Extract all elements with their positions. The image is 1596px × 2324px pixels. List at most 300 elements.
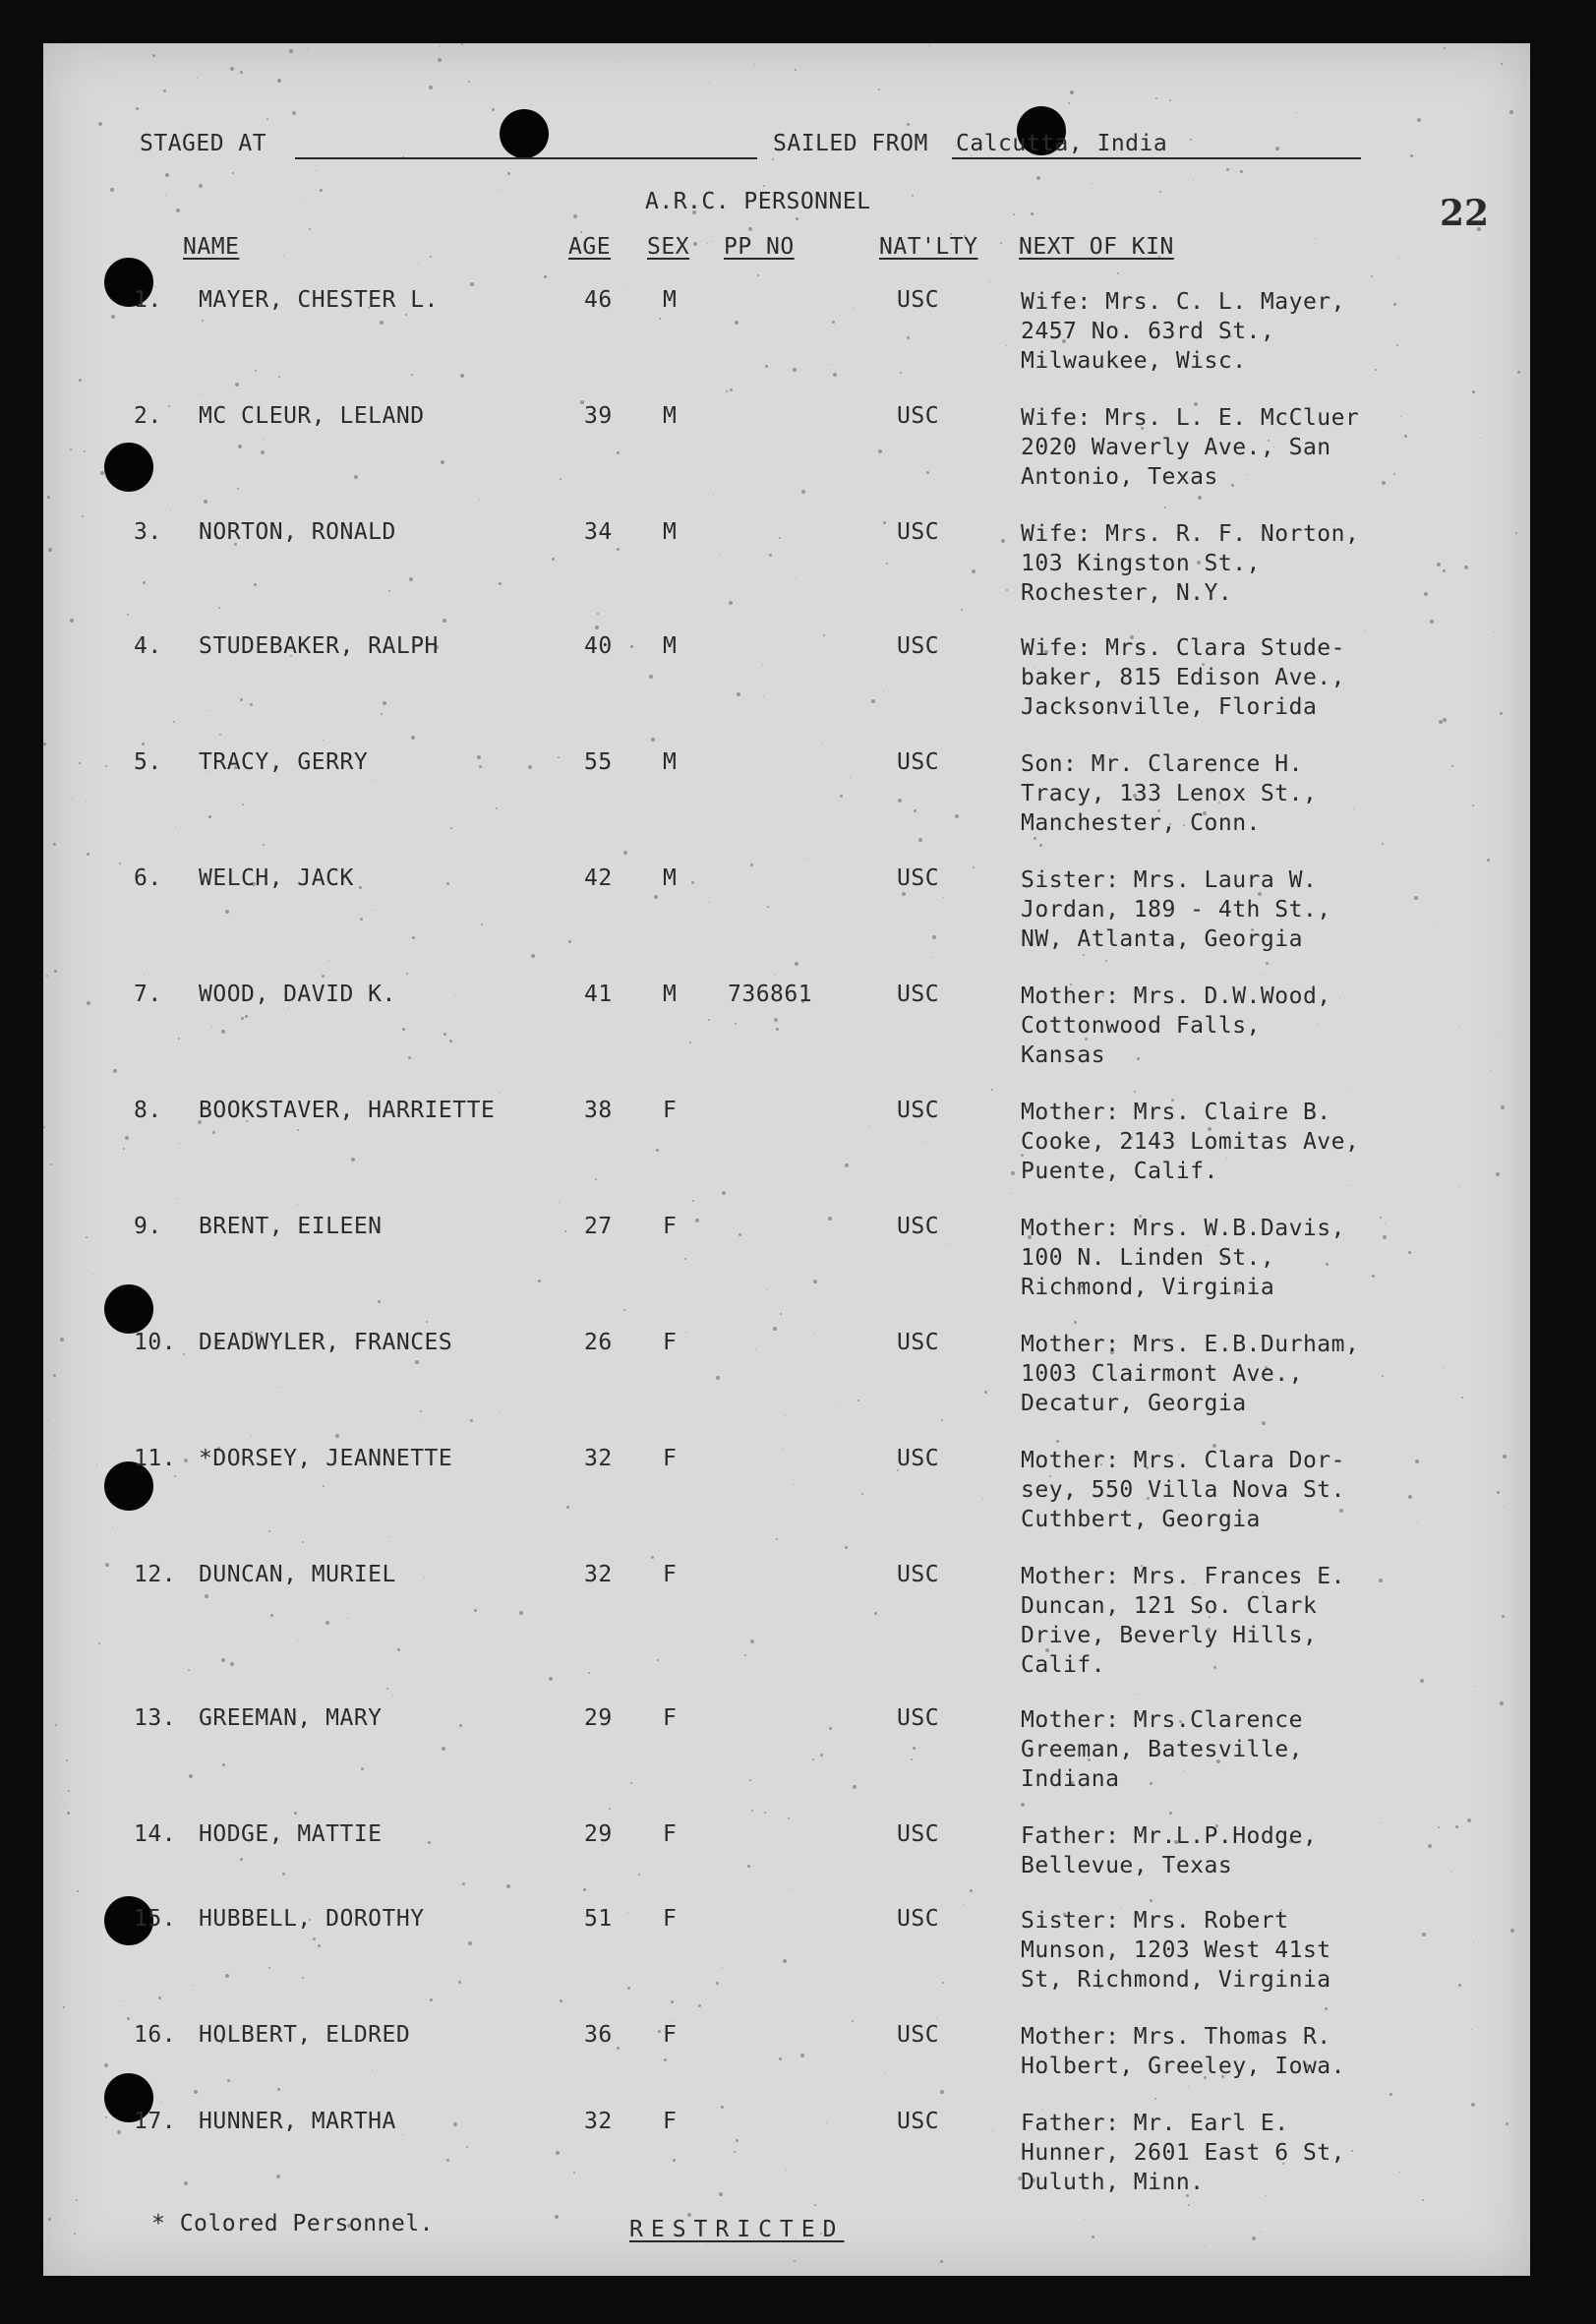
person-sex: F	[663, 2109, 678, 2134]
person-sex: M	[663, 982, 678, 1007]
person-sex: F	[663, 1906, 678, 1932]
person-age: 26	[584, 1330, 613, 1355]
row-number: 11.	[134, 1446, 177, 1471]
paper-speck	[1315, 238, 1316, 239]
paper-speck	[1056, 1440, 1059, 1443]
paper-speck	[461, 43, 463, 45]
paper-speck	[754, 64, 755, 65]
paper-speck	[878, 89, 880, 90]
next-of-kin-line: 103 Kingston St.,	[1021, 551, 1261, 576]
next-of-kin-line: Munson, 1203 West 41st	[1021, 1937, 1331, 1963]
col-header-next-of-kin: NEXT OF KIN	[1019, 234, 1174, 260]
next-of-kin-line: 2457 No. 63rd St.,	[1021, 319, 1275, 344]
paper-speck	[309, 228, 311, 230]
row-number: 5.	[134, 749, 162, 775]
section-title: A.R.C. PERSONNEL	[645, 189, 871, 214]
person-sex: F	[663, 1562, 678, 1587]
paper-speck	[772, 158, 774, 160]
col-header-sex: SEX	[647, 234, 690, 260]
person-age: 39	[584, 403, 613, 429]
row-number: 2.	[134, 403, 162, 429]
row-number: 1.	[134, 287, 162, 313]
paper-speck	[438, 58, 442, 62]
paper-speck	[322, 975, 325, 978]
row-number: 14.	[134, 1821, 177, 1847]
paper-speck	[1296, 112, 1297, 113]
row-number: 8.	[134, 1098, 162, 1123]
paper-speck	[386, 1688, 388, 1690]
person-name: WOOD, DAVID K.	[199, 982, 396, 1007]
paper-speck	[1494, 631, 1495, 632]
next-of-kin-line: Mother: Mrs.Clarence	[1021, 1707, 1303, 1733]
paper-speck	[307, 48, 308, 49]
paper-speck	[136, 107, 139, 110]
next-of-kin-line: Indiana	[1021, 1766, 1120, 1792]
paper-speck	[544, 275, 547, 278]
staged-at-blank	[295, 157, 757, 159]
next-of-kin-line: Mother: Mrs. Clara Dor-	[1021, 1448, 1345, 1473]
paper-speck	[757, 274, 759, 276]
staged-at-label: STAGED AT	[140, 131, 267, 156]
paper-speck	[1515, 75, 1516, 76]
paper-speck	[1169, 99, 1171, 101]
person-age: 29	[584, 1821, 613, 1847]
paper-speck	[277, 79, 281, 83]
next-of-kin-line: Puente, Calif.	[1021, 1159, 1218, 1184]
next-of-kin-line: 100 N. Linden St.,	[1021, 1245, 1275, 1271]
col-header-pp-no: PP NO	[724, 234, 795, 260]
paper-speck	[674, 2020, 675, 2021]
paper-speck	[1013, 213, 1015, 215]
next-of-kin-line: 1003 Clairmont Ave.,	[1021, 1361, 1303, 1387]
person-sex: M	[663, 519, 678, 545]
paper-speck	[1410, 154, 1413, 157]
next-of-kin	[1021, 1446, 1345, 1534]
paper-speck	[530, 104, 531, 105]
next-of-kin	[1021, 1562, 1345, 1680]
table-row	[43, 1330, 1530, 1438]
next-of-kin-line: Holbert, Greeley, Iowa.	[1021, 2054, 1345, 2079]
row-number: 13.	[134, 1705, 177, 1731]
person-sex: M	[663, 865, 678, 891]
next-of-kin	[1021, 749, 1317, 838]
page-number: 22	[1440, 193, 1490, 234]
paper-speck	[588, 1672, 590, 1674]
nationality: USC	[897, 2109, 940, 2134]
paper-speck	[110, 188, 114, 192]
next-of-kin	[1021, 1705, 1303, 1794]
paper-speck	[940, 2260, 943, 2263]
table-row	[43, 1705, 1530, 1814]
person-age: 27	[584, 1214, 613, 1239]
table-row	[43, 1906, 1530, 2014]
paper-speck	[316, 170, 317, 171]
next-of-kin	[1021, 1214, 1345, 1302]
person-sex: M	[663, 633, 678, 659]
next-of-kin-line: Mother: Mrs. Frances E.	[1021, 1564, 1345, 1589]
paper-speck	[775, 975, 776, 976]
table-row	[43, 865, 1530, 974]
nationality: USC	[897, 2022, 940, 2048]
nationality: USC	[897, 865, 940, 891]
paper-speck	[1031, 212, 1034, 215]
paper-speck	[266, 118, 268, 120]
next-of-kin-line: Sister: Mrs. Robert	[1021, 1908, 1289, 1934]
paper-speck	[1138, 630, 1139, 631]
person-name: NORTON, RONALD	[199, 519, 396, 545]
next-of-kin	[1021, 865, 1331, 954]
next-of-kin-line: Father: Mr. Earl E.	[1021, 2111, 1289, 2136]
table-row	[43, 982, 1530, 1090]
row-number: 6.	[134, 865, 162, 891]
next-of-kin-line: Mother: Mrs. Thomas R.	[1021, 2024, 1331, 2050]
next-of-kin-line: Tracy, 133 Lenox St.,	[1021, 781, 1318, 806]
person-name: DUNCAN, MURIEL	[199, 1562, 396, 1587]
paper-speck	[1474, 1686, 1475, 1687]
person-age: 51	[584, 1906, 613, 1932]
nationality: USC	[897, 982, 940, 1007]
next-of-kin	[1021, 519, 1359, 608]
paper-speck	[199, 184, 203, 188]
paper-speck	[1365, 630, 1366, 631]
paper-speck	[989, 281, 990, 282]
document-page	[43, 43, 1530, 2276]
next-of-kin-line: Father: Mr.L.P.Hodge,	[1021, 1823, 1318, 1849]
paper-speck	[1092, 183, 1093, 184]
next-of-kin	[1021, 633, 1345, 722]
next-of-kin-line: Mother: Mrs. Claire B.	[1021, 1100, 1331, 1125]
next-of-kin-line: Richmond, Virginia	[1021, 1275, 1275, 1300]
paper-speck	[1036, 176, 1040, 180]
next-of-kin-line: Drive, Beverly Hills,	[1021, 1623, 1318, 1648]
paper-speck	[748, 227, 752, 231]
person-name: DEADWYLER, FRANCES	[199, 1330, 453, 1355]
paper-speck	[1068, 102, 1070, 104]
paper-speck	[1155, 97, 1157, 99]
next-of-kin-line: Rochester, N.Y.	[1021, 580, 1233, 606]
next-of-kin-line: Jacksonville, Florida	[1021, 694, 1318, 720]
nationality: USC	[897, 403, 940, 429]
person-age: 55	[584, 749, 613, 775]
paper-speck	[1193, 180, 1194, 181]
paper-speck	[289, 49, 293, 53]
next-of-kin	[1021, 2022, 1345, 2081]
paper-speck	[936, 2018, 937, 2019]
person-name: WELCH, JACK	[199, 865, 354, 891]
paper-speck	[163, 89, 166, 92]
person-age: 46	[584, 287, 613, 313]
next-of-kin-line: Cottonwood Falls,	[1021, 1013, 1261, 1039]
paper-speck	[127, 2017, 130, 2020]
person-name: HUNNER, MARTHA	[199, 2109, 396, 2134]
next-of-kin-line: Cooke, 2143 Lomitas Ave,	[1021, 1129, 1360, 1155]
person-sex: M	[663, 749, 678, 775]
paper-speck	[1371, 275, 1373, 277]
paper-speck	[165, 195, 166, 196]
paper-speck	[1226, 168, 1229, 171]
table-row	[43, 749, 1530, 858]
paper-speck	[1275, 147, 1279, 150]
paper-speck	[1134, 1091, 1136, 1093]
nationality: USC	[897, 749, 940, 775]
table-row	[43, 633, 1530, 742]
person-name: BRENT, EILEEN	[199, 1214, 383, 1239]
paper-speck	[1398, 258, 1399, 259]
col-header-age: AGE	[568, 234, 612, 260]
paper-speck	[283, 256, 284, 257]
sailed-from-label: SAILED FROM	[773, 131, 928, 156]
paper-speck	[1117, 272, 1119, 274]
person-sex: M	[663, 287, 678, 313]
row-number: 15.	[134, 1906, 177, 1932]
person-age: 42	[584, 865, 613, 891]
table-row	[43, 2109, 1530, 2217]
paper-speck	[1264, 974, 1265, 975]
paper-speck	[492, 108, 495, 111]
paper-speck	[440, 46, 441, 47]
paper-speck	[48, 2218, 51, 2221]
paper-speck	[709, 83, 710, 84]
next-of-kin-line: Mother: Mrs. E.B.Durham,	[1021, 1332, 1360, 1357]
next-of-kin-line: Wife: Mrs. L. E. McCluer	[1021, 405, 1360, 431]
row-number: 16.	[134, 2022, 177, 2048]
person-name: TRACY, GERRY	[199, 749, 369, 775]
paper-speck	[240, 71, 243, 74]
person-age: 32	[584, 2109, 613, 2134]
person-name: GREEMAN, MARY	[199, 1705, 383, 1731]
next-of-kin-line: Hunner, 2601 East 6 St,	[1021, 2140, 1345, 2166]
next-of-kin-line: Calif.	[1021, 1652, 1106, 1678]
paper-speck	[119, 863, 121, 864]
row-number: 4.	[134, 633, 162, 659]
paper-speck	[616, 59, 617, 60]
next-of-kin-line: NW, Atlanta, Georgia	[1021, 926, 1303, 952]
nationality: USC	[897, 1214, 940, 1239]
paper-speck	[1070, 90, 1074, 94]
person-sex: M	[663, 403, 678, 429]
paper-speck	[796, 217, 798, 220]
paper-speck	[232, 172, 234, 174]
sailed-from-value: Calcutta, India	[956, 131, 1168, 156]
paper-speck	[142, 743, 145, 745]
paper-speck	[651, 1556, 654, 1559]
paper-speck	[304, 200, 305, 201]
row-number: 10.	[134, 1330, 177, 1355]
person-name: MC CLEUR, LELAND	[199, 403, 425, 429]
paper-speck	[763, 185, 765, 187]
next-of-kin	[1021, 1098, 1359, 1186]
next-of-kin	[1021, 403, 1359, 492]
next-of-kin	[1021, 1906, 1331, 1995]
paper-speck	[183, 1672, 184, 1673]
paper-speck	[1501, 63, 1503, 65]
paper-speck	[794, 2260, 796, 2262]
paper-speck	[1138, 1694, 1139, 1695]
next-of-kin-line: Manchester, Conn.	[1021, 810, 1261, 836]
table-row	[43, 1098, 1530, 1206]
paper-speck	[152, 54, 155, 57]
next-of-kin-line: Greeman, Batesville,	[1021, 1737, 1303, 1762]
paper-speck	[418, 263, 419, 264]
paper-speck	[788, 1817, 790, 1819]
paper-speck	[795, 69, 797, 71]
paper-speck	[549, 1677, 553, 1681]
paper-speck	[1205, 2246, 1206, 2247]
paper-speck	[1420, 1679, 1424, 1683]
paper-speck	[429, 86, 433, 89]
paper-speck	[928, 45, 929, 46]
person-name: HUBBELL, DOROTHY	[199, 1906, 425, 1932]
nationality: USC	[897, 519, 940, 545]
paper-speck	[711, 241, 712, 242]
paper-speck	[706, 2243, 707, 2244]
next-of-kin-line: Milwaukee, Wisc.	[1021, 348, 1247, 374]
paper-speck	[1084, 2219, 1085, 2220]
next-of-kin-line: sey, 550 Villa Nova St.	[1021, 1477, 1345, 1503]
nationality: USC	[897, 1821, 940, 1847]
sailed-from-underline	[952, 157, 1361, 159]
person-name: HOLBERT, ELDRED	[199, 2022, 411, 2048]
table-row	[43, 287, 1530, 395]
person-sex: F	[663, 1214, 678, 1239]
next-of-kin-line: Wife: Mrs. Clara Stude-	[1021, 635, 1345, 661]
paper-speck	[1487, 859, 1490, 862]
row-number: 12.	[134, 1562, 177, 1587]
person-sex: F	[663, 1446, 678, 1471]
person-name: *DORSEY, JEANNETTE	[199, 1446, 453, 1471]
col-header-name: NAME	[183, 234, 240, 260]
paper-speck	[430, 256, 432, 258]
person-age: 32	[584, 1446, 613, 1471]
table-row	[43, 1214, 1530, 1322]
person-age: 36	[584, 2022, 613, 2048]
paper-speck	[292, 111, 296, 115]
paper-speck	[1444, 47, 1446, 49]
next-of-kin-line: Sister: Mrs. Laura W.	[1021, 867, 1318, 893]
nationality: USC	[897, 1906, 940, 1932]
paper-speck	[1260, 2232, 1261, 2233]
nationality: USC	[897, 1562, 940, 1587]
person-name: HODGE, MATTIE	[199, 1821, 383, 1847]
paper-speck	[498, 190, 499, 191]
classification-stamp: RESTRICTED	[629, 2217, 845, 2242]
next-of-kin	[1021, 1330, 1359, 1418]
paper-speck	[580, 231, 582, 233]
col-header-nationality: NAT'LTY	[879, 234, 978, 260]
person-name: MAYER, CHESTER L.	[199, 287, 439, 313]
nationality: USC	[897, 1705, 940, 1731]
next-of-kin-line: Duluth, Minn.	[1021, 2170, 1205, 2195]
nationality: USC	[897, 1330, 940, 1355]
nationality: USC	[897, 1098, 940, 1123]
person-sex: F	[663, 1821, 678, 1847]
next-of-kin	[1021, 287, 1345, 376]
nationality: USC	[897, 287, 940, 313]
paper-speck	[912, 195, 914, 197]
next-of-kin	[1021, 2109, 1345, 2197]
paper-speck	[320, 189, 323, 192]
next-of-kin-line: Bellevue, Texas	[1021, 1853, 1233, 1878]
paper-speck	[1417, 118, 1421, 122]
next-of-kin-line: Kansas	[1021, 1043, 1106, 1068]
footnote: * Colored Personnel.	[151, 2211, 434, 2236]
row-number: 9.	[134, 1214, 162, 1239]
paper-speck	[98, 122, 102, 126]
next-of-kin-line: Duncan, 121 So. Clark	[1021, 1593, 1318, 1619]
paper-speck	[907, 123, 910, 126]
person-age: 29	[584, 1705, 613, 1731]
person-name: BOOKSTAVER, HARRIETTE	[199, 1098, 496, 1123]
next-of-kin-line: baker, 815 Edison Ave.,	[1021, 665, 1345, 690]
table-row	[43, 1446, 1530, 1554]
next-of-kin-line: Son: Mr. Clarence H.	[1021, 751, 1303, 777]
person-sex: F	[663, 1705, 678, 1731]
person-sex: F	[663, 1330, 678, 1355]
next-of-kin-line: Decatur, Georgia	[1021, 1391, 1247, 1416]
paper-speck	[821, 743, 822, 744]
row-number: 17.	[134, 2109, 177, 2134]
nationality: USC	[897, 633, 940, 659]
next-of-kin-line: Wife: Mrs. C. L. Mayer,	[1021, 289, 1345, 315]
next-of-kin	[1021, 1821, 1317, 1880]
person-age: 32	[584, 1562, 613, 1587]
paper-speck	[693, 242, 697, 246]
paper-speck	[176, 209, 180, 212]
next-of-kin	[1021, 982, 1331, 1070]
person-age: 41	[584, 982, 613, 1007]
nationality: USC	[897, 1446, 940, 1471]
paper-speck	[707, 243, 708, 244]
paper-speck	[144, 975, 145, 976]
person-age: 38	[584, 1098, 613, 1123]
next-of-kin-line: Jordan, 189 - 4th St.,	[1021, 897, 1331, 923]
paper-speck	[392, 1695, 393, 1696]
paper-speck	[470, 282, 474, 286]
paper-speck	[43, 743, 46, 745]
row-number: 7.	[134, 982, 162, 1007]
paper-speck	[74, 2233, 76, 2235]
person-sex: F	[663, 1098, 678, 1123]
person-age: 34	[584, 519, 613, 545]
passport-number: 736861	[728, 982, 813, 1007]
paper-speck	[230, 67, 234, 71]
paper-speck	[807, 859, 808, 860]
paper-speck	[1252, 2236, 1256, 2240]
paper-speck	[1509, 110, 1513, 114]
paper-speck	[1190, 139, 1192, 141]
person-sex: F	[663, 2022, 678, 2048]
paper-speck	[1092, 2235, 1094, 2238]
table-row	[43, 403, 1530, 511]
person-name: STUDEBAKER, RALPH	[199, 633, 439, 659]
row-number: 3.	[134, 519, 162, 545]
paper-speck	[507, 172, 510, 175]
paper-speck	[82, 515, 84, 517]
paper-speck	[573, 214, 577, 218]
next-of-kin-line: Antonio, Texas	[1021, 464, 1218, 490]
next-of-kin-line: 2020 Waverly Ave., San	[1021, 435, 1331, 460]
paper-speck	[1000, 242, 1002, 244]
table-row	[43, 1562, 1530, 1678]
paper-speck	[46, 975, 48, 977]
paper-speck	[1159, 191, 1161, 193]
paper-speck	[197, 78, 198, 79]
next-of-kin-line: Mother: Mrs. W.B.Davis,	[1021, 1216, 1345, 1241]
paper-speck	[165, 173, 169, 177]
paper-speck	[468, 81, 470, 83]
person-age: 40	[584, 633, 613, 659]
next-of-kin-line: Mother: Mrs. D.W.Wood,	[1021, 983, 1331, 1009]
